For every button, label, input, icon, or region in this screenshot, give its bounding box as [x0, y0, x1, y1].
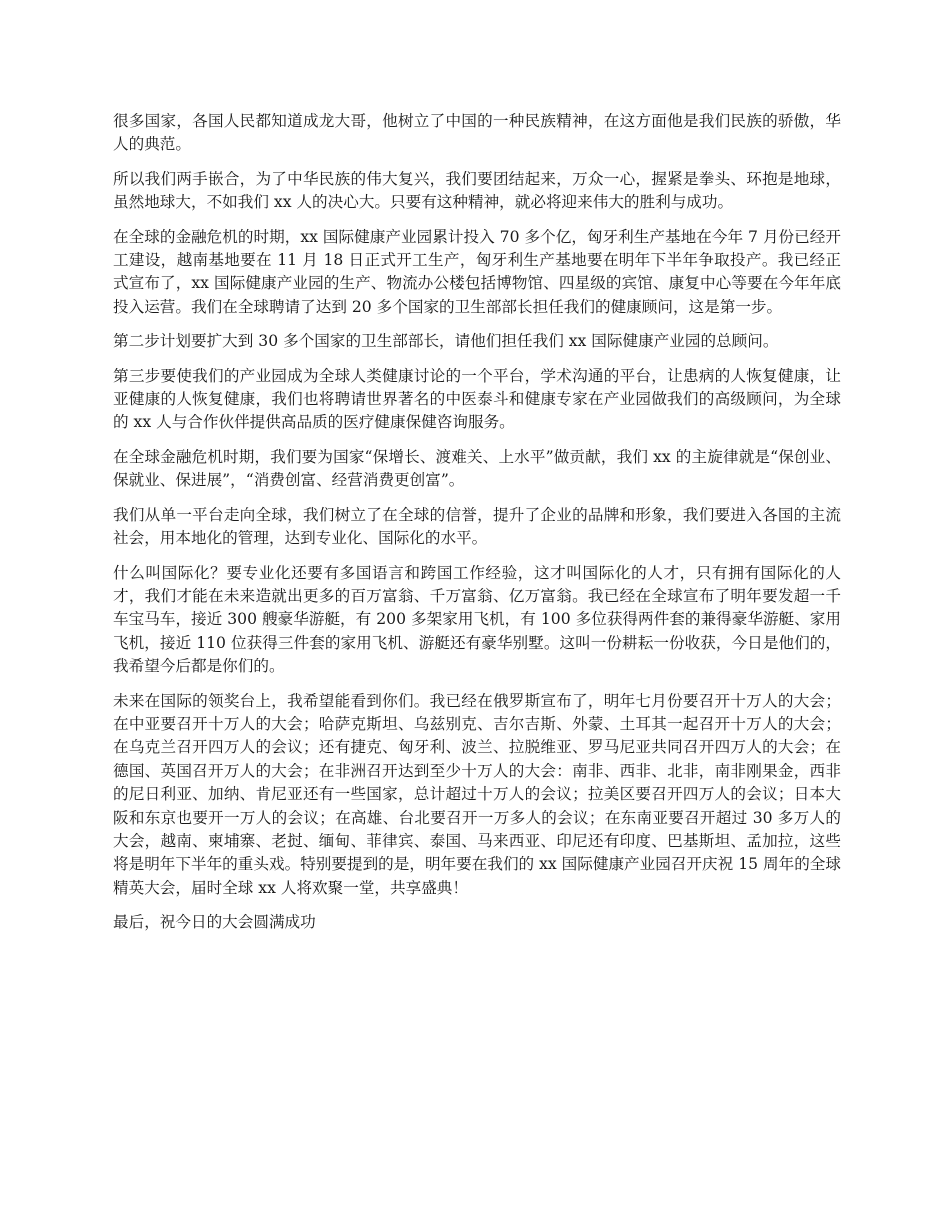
- paragraph-8: 什么叫国际化？要专业化还要有多国语言和跨国工作经验，这才叫国际化的人才，只有拥有国际化的人才，我们才能在未来造就出更多的百万富翁、千万富翁、亿万富翁。我已经在全球宣布了明年要发超一千车宝马车，接近 300 艘豪华游艇，有 200 多架家用飞机，有 100 多位获得两件套的兼得豪华游艇、家用飞机，接近 110 位获得三件套的家用飞机、游艇还有豪华别墅。这叫一份耕耘一份收获，今日是他们的，我希望今后都是你们的。: [113, 563, 841, 676]
- paragraph-10: 最后，祝今日的大会圆满成功: [113, 913, 316, 932]
- paragraph-1: 很多国家，各国人民都知道成龙大哥，他树立了中国的一种民族精神，在这方面他是我们民族的骄傲，华人的典范。: [113, 112, 841, 154]
- document-body: [113, 110, 841, 946]
- paragraph-4: 第二步计划要扩大到 30 多个国家的卫生部部长，请他们担任我们 xx 国际健康产业园的总顾问。: [113, 332, 779, 351]
- paragraph-9: 未来在国际的领奖台上，我希望能看到你们。我已经在俄罗斯宣布了，明年七月份要召开十万人的大会；在中亚要召开十万人的大会；哈萨克斯坦、乌兹别克、吉尔吉斯、外蒙、土耳其一起召开十万人的大会；在乌克兰召开四万人的会议；还有捷克、匈牙利、波兰、拉脱维亚、罗马尼亚共同召开四万人的大会；在德国、英国召开万人的大会；在非洲召开达到至少十万人的大会：南非、西非、北非，南非刚果金，西非的尼日利亚、加纳、肯尼亚还有一些国家，总计超过十万人的会议；拉美区要召开四万人的会议；日本大阪和东京也要开一万人的会议；在高雄、台北要召开一万多人的会议；在东南亚要召开超过 30 多万人的大会，越南、柬埔寨、老挝、缅甸、菲律宾、泰国、马来西亚、印尼还有印度、巴基斯坦、孟加拉，这些将是明年下半年的重头戏。特别要提到的是，明年要在我们的 xx 国际健康产业园召开庆祝 15 周年的全球精英大会，届时全球 xx 人将欢聚一堂，共享盛典！: [113, 691, 841, 897]
- paragraph-7: 我们从单一平台走向全球，我们树立了在全球的信誉，提升了企业的品牌和形象，我们要进入各国的主流社会，用本地化的管理，达到专业化、国际化的水平。: [113, 505, 841, 548]
- paragraph-2: 所以我们两手嵌合，为了中华民族的伟大复兴，我们要团结起来，万众一心，握紧是拳头、环抱是地球，虽然地球大，不如我们 xx 人的决心大。只要有这种精神，就必将迎来伟大的胜利与成功。: [113, 169, 841, 212]
- paragraph-6: 在全球金融危机时期，我们要为国家“保增长、渡难关、上水平”做贡献，我们 xx 的主旋律就是“保创业、保就业、保进展”，“消费创富、经营消费更创富”。: [113, 447, 841, 490]
- paragraph-5: 第三步要使我们的产业园成为全球人类健康讨论的一个平台，学术沟通的平台，让患病的人恢复健康，让亚健康的人恢复健康，我们也将聘请世界著名的中医泰斗和健康专家在产业园做我们的高级顾问，为全球的 xx 人与合作伙伴提供高品质的医疗健康保健咨询服务。: [113, 366, 841, 432]
- paragraph-3: 在全球的金融危机的时期，xx 国际健康产业园累计投入 70 多个亿，匈牙利生产基地在今年 7 月份已经开工建设，越南基地要在 11 月 18 日正式开工生产，匈牙利生产基地要在明年下半年争取投产。我已经正式宣布了，xx 国际健康产业园的生产、物流办公楼包括博物馆、四星级的宾馆、康复中心等要在今年年底投入运营。我们在全球聘请了达到 20 多个国家的卫生部部长担任我们的健康顾问，这是第一步。: [113, 227, 841, 316]
